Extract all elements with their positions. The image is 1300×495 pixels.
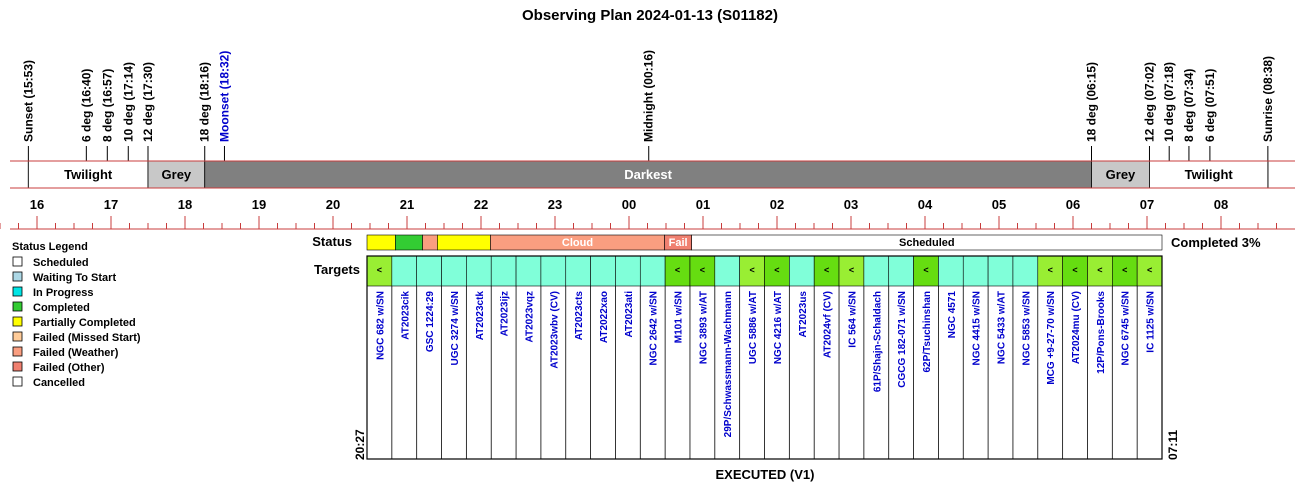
- target-name-11: NGC 2642 w/SN: [648, 291, 660, 366]
- target-name-23: NGC 4571: [946, 291, 958, 339]
- target-cell-23: [938, 256, 963, 286]
- status-row-label: Status: [312, 234, 352, 249]
- legend-swatch-5: [13, 332, 22, 341]
- target-cell-21: [889, 256, 914, 286]
- legend-label-1: Waiting To Start: [33, 272, 117, 284]
- hour-label-16: 16: [29, 197, 45, 212]
- hour-label-02: 02: [769, 197, 785, 212]
- target-cell-11: [640, 256, 665, 286]
- legend-swatch-1: [13, 272, 22, 281]
- target-marker-13: <: [699, 265, 706, 275]
- target-name-22: 62P/Tsuchinshan: [921, 291, 933, 373]
- target-marker-31: <: [1146, 265, 1153, 275]
- hour-label-03: 03: [843, 197, 859, 212]
- plan-end-time: 07:11: [1166, 429, 1180, 460]
- target-name-27: MCG +9-27-70 w/SN: [1046, 291, 1058, 385]
- band-label-3: Grey: [1105, 167, 1136, 182]
- hour-label-19: 19: [251, 197, 267, 212]
- status-segment-3: [437, 235, 490, 250]
- hour-label-22: 22: [473, 197, 489, 212]
- legend-label-5: Failed (Missed Start): [33, 332, 141, 344]
- target-marker-19: <: [848, 265, 855, 275]
- target-name-12: M101 w/SN: [673, 291, 685, 344]
- hour-label-17: 17: [103, 197, 119, 212]
- target-name-10: AT2023ati: [623, 291, 635, 338]
- event-label-10: 10 deg (07:18): [1162, 61, 1177, 142]
- target-name-13: NGC 3893 w/AT: [698, 291, 710, 365]
- completed-percent: Completed 3%: [1171, 235, 1261, 250]
- hour-label-01: 01: [695, 197, 711, 212]
- event-label-5: 18 deg (18:16): [197, 61, 212, 142]
- target-name-30: NGC 6745 w/SN: [1120, 291, 1132, 366]
- target-name-9: AT2022xao: [599, 291, 611, 344]
- target-cell-17: [789, 256, 814, 286]
- band-label-2: Darkest: [624, 167, 672, 182]
- target-cell-14: [715, 256, 740, 286]
- target-name-1: AT2023cik: [400, 291, 412, 340]
- target-cell-2: [417, 256, 442, 286]
- legend-swatch-0: [13, 257, 22, 266]
- target-name-8: AT2023cts: [574, 291, 586, 341]
- target-cell-7: [541, 256, 566, 286]
- event-label-13: Sunrise (08:38): [1260, 55, 1275, 142]
- legend-swatch-7: [13, 362, 22, 371]
- darkness-bands: [28, 161, 1268, 188]
- band-label-1: Grey: [161, 167, 192, 182]
- target-name-16: NGC 4216 w/AT: [772, 291, 784, 365]
- target-name-24: NGC 4415 w/SN: [971, 291, 983, 366]
- status-segment-2: [423, 235, 438, 250]
- hour-label-05: 05: [991, 197, 1007, 212]
- legend-swatch-8: [13, 377, 22, 386]
- target-cell-4: [466, 256, 491, 286]
- target-cell-10: [615, 256, 640, 286]
- target-name-0: NGC 682 w/SN: [375, 291, 387, 360]
- target-cell-8: [566, 256, 591, 286]
- band-label-0: Twilight: [64, 167, 113, 182]
- hour-label-06: 06: [1065, 197, 1081, 212]
- event-label-6: Moonset (18:32): [217, 50, 232, 142]
- target-name-14: 29P/Schwassmann-Wachmann: [723, 291, 735, 438]
- target-name-2: GSC 1224:29: [425, 291, 437, 353]
- target-cell-1: [392, 256, 417, 286]
- target-cell-20: [864, 256, 889, 286]
- target-cell-6: [516, 256, 541, 286]
- event-label-11: 8 deg (07:34): [1181, 68, 1196, 142]
- status-segment-0: [367, 235, 395, 250]
- legend-label-2: In Progress: [33, 287, 94, 299]
- legend-swatch-2: [13, 287, 22, 296]
- event-label-4: 12 deg (17:30): [141, 61, 155, 142]
- executed-label: EXECUTED (V1): [715, 467, 815, 482]
- status-segment-label-4: Cloud: [561, 237, 594, 249]
- target-marker-18: <: [823, 265, 830, 275]
- hour-label-23: 23: [547, 197, 563, 212]
- target-name-25: NGC 5433 w/AT: [996, 291, 1008, 365]
- target-marker-29: <: [1097, 265, 1103, 275]
- status-segment-label-6: Scheduled: [899, 237, 955, 249]
- hour-label-18: 18: [177, 197, 193, 212]
- hour-label-00: 00: [621, 197, 637, 212]
- status-segment-1: [395, 235, 422, 250]
- target-name-6: AT2023vqz: [524, 291, 536, 343]
- legend-label-4: Partially Completed: [33, 317, 136, 329]
- event-label-2: 8 deg (16:57): [100, 68, 115, 142]
- status-legend: [12, 241, 141, 389]
- hour-label-04: 04: [917, 197, 933, 212]
- target-marker-0: <: [376, 265, 383, 275]
- target-name-3: UGC 3274 w/SN: [449, 291, 461, 366]
- target-name-19: IC 564 w/SN: [847, 291, 859, 348]
- target-name-20: 61P/Shajn-Schaldach: [872, 291, 884, 393]
- target-marker-15: <: [749, 265, 755, 275]
- target-name-21: CGCG 182-071 w/SN: [897, 291, 909, 388]
- target-cell-3: [442, 256, 467, 286]
- target-name-17: AT2023us: [797, 291, 809, 338]
- legend-label-6: Failed (Weather): [33, 347, 119, 359]
- hour-label-07: 07: [1139, 197, 1155, 212]
- target-name-4: AT2023ctk: [474, 291, 486, 341]
- target-name-26: NGC 5853 w/SN: [1021, 291, 1033, 366]
- legend-label-7: Failed (Other): [33, 362, 105, 374]
- target-marker-12: <: [674, 265, 681, 275]
- target-marker-28: <: [1072, 265, 1078, 275]
- event-label-3: 10 deg (17:14): [121, 61, 136, 142]
- target-marker-16: <: [774, 265, 780, 275]
- target-cell-9: [591, 256, 616, 286]
- target-cell-24: [963, 256, 988, 286]
- legend-label-8: Cancelled: [33, 377, 85, 389]
- targets-row-label: Targets: [314, 262, 360, 277]
- event-label-0: Sunset (15:53): [21, 59, 36, 142]
- target-name-7: AT2023wbv (CV): [549, 291, 561, 369]
- legend-swatch-4: [13, 317, 22, 326]
- target-name-28: AT2024mu (CV): [1071, 291, 1083, 365]
- legend-swatch-6: [13, 347, 22, 356]
- event-label-9: 12 deg (07:02): [1142, 61, 1157, 142]
- hour-label-21: 21: [399, 197, 415, 212]
- event-label-12: 6 deg (07:51): [1202, 68, 1217, 142]
- target-name-31: IC 1125 w/SN: [1145, 291, 1157, 353]
- legend-swatch-3: [13, 302, 22, 311]
- event-label-1: 6 deg (16:40): [79, 68, 94, 142]
- hour-label-20: 20: [325, 197, 341, 212]
- legend-title: Status Legend: [12, 241, 88, 253]
- legend-label-3: Completed: [33, 302, 90, 314]
- status-segment-label-5: Fail: [668, 237, 688, 249]
- target-name-5: AT2023ijz: [499, 291, 511, 337]
- target-name-18: AT2024vf (CV): [822, 291, 834, 359]
- event-label-7: Midnight (00:16): [641, 50, 656, 142]
- plan-title: Observing Plan 2024-01-13 (S01182): [522, 7, 778, 24]
- target-marker-22: <: [923, 265, 929, 275]
- target-cell-5: [491, 256, 516, 286]
- target-cell-25: [988, 256, 1013, 286]
- target-marker-30: <: [1122, 265, 1128, 275]
- target-marker-27: <: [1047, 265, 1053, 275]
- legend-label-0: Scheduled: [33, 257, 89, 269]
- target-cell-26: [1013, 256, 1038, 286]
- hour-label-08: 08: [1213, 197, 1229, 212]
- event-label-8: 18 deg (06:15): [1084, 61, 1099, 142]
- plan-panel: [312, 234, 1261, 482]
- plan-start-time: 20:27: [353, 429, 367, 460]
- target-name-15: UGC 5886 w/AT: [748, 291, 760, 365]
- band-label-4: Twilight: [1184, 167, 1233, 182]
- target-name-29: 12P/Pons-Brooks: [1095, 291, 1107, 374]
